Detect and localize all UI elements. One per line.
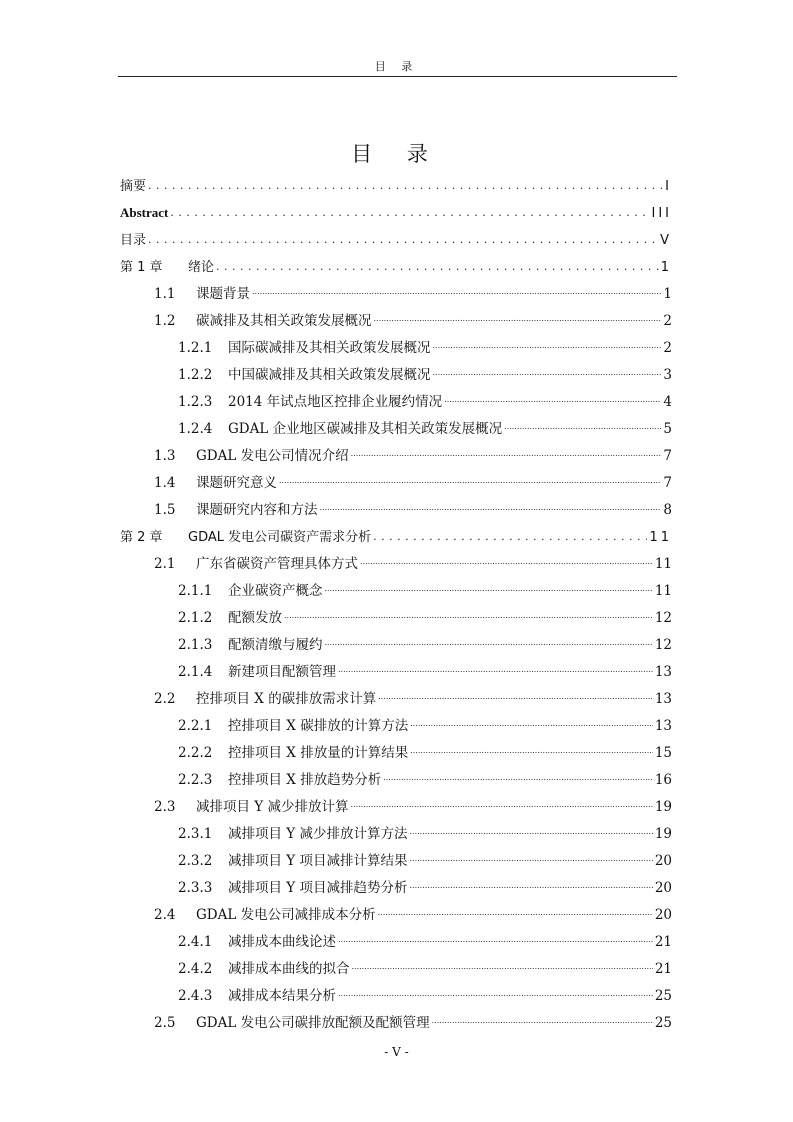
toc-entry-page: 1 (660, 260, 672, 275)
toc-entry[interactable] (120, 707, 672, 734)
dot-leader (432, 1014, 653, 1028)
dot-leader (410, 852, 653, 866)
toc-entry-label: GDAL 企业地区碳减排及其相关政策发展概况 (228, 421, 503, 437)
toc-entry-page: 25 (654, 1015, 672, 1031)
toc-entry[interactable] (120, 923, 672, 950)
toc-entry-page: 11 (649, 530, 672, 545)
toc-entry-page: 15 (654, 745, 672, 761)
dot-leader (373, 530, 647, 544)
toc-entry-page: III (651, 206, 672, 221)
dot-leader (410, 825, 653, 839)
toc-entry-number: 1.4 (154, 475, 176, 491)
toc-entry-page: 11 (654, 583, 672, 599)
toc-entry-number: 第 2 章 (120, 530, 163, 545)
toc-entry-label: 配额发放 (228, 610, 282, 626)
toc-entry[interactable] (120, 734, 672, 761)
toc-entry[interactable] (120, 329, 672, 356)
toc-entry[interactable] (120, 1004, 672, 1031)
toc-entry[interactable] (120, 680, 672, 707)
toc-entry-page: 13 (654, 664, 672, 680)
dot-leader (252, 285, 661, 299)
dot-leader (338, 933, 653, 947)
toc-entry-number: 2.3.3 (178, 880, 213, 896)
toc-entry-page: 21 (654, 934, 672, 950)
toc-entry[interactable] (120, 869, 672, 896)
toc-entry-label: 配额清缴与履约 (228, 637, 323, 653)
toc-entry-number: 2.1 (154, 556, 176, 572)
toc-entry-label: 碳减排及其相关政策发展概况 (196, 313, 372, 329)
toc-entry[interactable] (120, 599, 672, 626)
toc-entry-page: V (660, 233, 672, 248)
toc-entry-number: 2.5 (154, 1015, 176, 1031)
toc-entry-number: 2.1.1 (178, 583, 213, 599)
toc-title: 目 录 (351, 142, 442, 167)
toc-entry[interactable] (120, 167, 672, 194)
toc-entry-label: 减排成本结果分析 (228, 988, 336, 1004)
toc-entry[interactable] (120, 842, 672, 869)
toc-entry-page: 5 (663, 421, 672, 437)
toc-entry[interactable] (120, 410, 672, 437)
toc-entry-label: GDAL 发电公司减排成本分析 (196, 907, 376, 923)
toc-entry-label: 控排项目 X 排放量的计算结果 (228, 745, 409, 761)
toc-entry[interactable] (120, 896, 672, 923)
dot-leader (325, 636, 653, 650)
toc-entry[interactable] (120, 383, 672, 410)
dot-leader (170, 206, 649, 220)
toc-entry-number: 2.4.1 (178, 934, 213, 950)
toc-entry-page: 13 (654, 691, 672, 707)
dot-leader (410, 717, 653, 731)
toc-entry-number: 1.2.3 (178, 394, 213, 410)
toc-entry-number: 2.3.2 (178, 853, 213, 869)
dot-leader (320, 501, 662, 515)
toc-entry-label: 控排项目 X 的碳排放需求计算 (196, 691, 377, 707)
toc-entry-page: 12 (654, 610, 672, 626)
toc-entry[interactable] (120, 302, 672, 329)
toc-entry-label: GDAL 发电公司碳资产需求分析 (188, 530, 372, 545)
toc-entry-page: 20 (654, 853, 672, 869)
toc-entry[interactable] (120, 248, 672, 275)
toc-entry[interactable] (120, 518, 672, 545)
toc-entry[interactable] (120, 437, 672, 464)
toc-entry-page: 3 (663, 367, 672, 383)
toc-entry-page: 2 (663, 340, 672, 356)
toc-entry-page: I (665, 179, 672, 194)
dot-leader (216, 260, 659, 274)
toc-entry-number: 1.2.2 (178, 367, 213, 383)
toc-entry-page: 8 (663, 502, 672, 518)
toc-entry[interactable] (120, 356, 672, 383)
dot-leader (148, 179, 662, 193)
toc-entry-label: 国际碳减排及其相关政策发展概况 (228, 340, 431, 356)
toc-entry-page: 16 (654, 772, 672, 788)
toc-entry-number: 1.1 (154, 286, 176, 302)
toc-entry-number: 2.1.2 (178, 610, 213, 626)
toc-entry-page: 12 (654, 637, 672, 653)
toc-entry-number: 1.3 (154, 448, 176, 464)
toc-entry[interactable] (120, 221, 672, 248)
dot-leader (433, 366, 662, 380)
toc-entry-number: 1.2.4 (178, 421, 213, 437)
toc-entry-page: 25 (654, 988, 672, 1004)
toc-entry-number: 2.1.3 (178, 637, 213, 653)
toc-entry-page: 13 (654, 718, 672, 734)
toc-entry-label: 企业碳资产概念 (228, 583, 323, 599)
toc-entry-number: 2.3 (154, 799, 176, 815)
toc-entry-label: 减排成本曲线论述 (228, 934, 336, 950)
dot-leader (325, 582, 653, 596)
toc-entry-label: 减排成本曲线的拟合 (228, 961, 350, 977)
header-rule (118, 76, 677, 77)
toc-entry[interactable] (120, 464, 672, 491)
dot-leader (338, 987, 653, 1001)
toc-entry-number: 1.2 (154, 313, 176, 329)
toc-entry-page: 19 (654, 799, 672, 815)
toc-entry-page: 1 (663, 286, 672, 302)
toc-entry-number: 1.5 (154, 502, 176, 518)
toc-entry-page: 20 (654, 880, 672, 896)
toc-entry[interactable] (120, 626, 672, 653)
toc-entry-label: 绪论 (188, 260, 215, 275)
toc-entry-number: 2.3.1 (178, 826, 213, 842)
table-of-contents (120, 167, 672, 1031)
toc-entry-label: 中国碳减排及其相关政策发展概况 (228, 367, 431, 383)
toc-entry[interactable] (120, 653, 672, 680)
toc-entry[interactable] (120, 545, 672, 572)
toc-entry-number: 2.2.2 (178, 745, 213, 761)
toc-entry-label: 课题背景 (196, 286, 250, 302)
toc-entry-label: Abstract (120, 205, 169, 220)
toc-entry-number: 第 1 章 (120, 260, 163, 275)
toc-entry-number: 2.4 (154, 907, 176, 923)
dot-leader (410, 879, 653, 893)
page-number-footer: - V - (384, 1045, 409, 1059)
toc-entry[interactable] (120, 491, 672, 518)
dot-leader (352, 960, 653, 974)
toc-entry[interactable] (120, 950, 672, 977)
toc-entry[interactable] (120, 572, 672, 599)
toc-entry[interactable] (120, 788, 672, 815)
toc-entry[interactable] (120, 761, 672, 788)
toc-entry-number: 2.2.1 (178, 718, 213, 734)
toc-entry[interactable] (120, 194, 672, 221)
toc-entry-label: 摘要 (120, 179, 147, 194)
toc-entry-number: 2.2 (154, 691, 176, 707)
dot-leader (504, 420, 661, 434)
toc-entry-label: 减排项目 Y 减少排放计算 (196, 799, 349, 815)
toc-entry[interactable] (120, 815, 672, 842)
toc-entry-number: 2.1.4 (178, 664, 213, 680)
toc-entry-label: GDAL 发电公司碳排放配额及配额管理 (196, 1015, 430, 1031)
dot-leader (148, 233, 658, 247)
dot-leader (351, 447, 662, 461)
toc-entry-label: 课题研究意义 (196, 475, 277, 491)
toc-entry-label: GDAL 发电公司情况介绍 (196, 448, 349, 464)
dot-leader (433, 339, 662, 353)
toc-entry-label: 新建项目配额管理 (228, 664, 336, 680)
toc-entry-label: 减排项目 Y 项目减排趋势分析 (228, 880, 408, 896)
toc-entry-number: 2.2.3 (178, 772, 213, 788)
toc-entry-number: 1.2.1 (178, 340, 213, 356)
dot-leader (444, 393, 661, 407)
toc-entry-number: 2.4.2 (178, 961, 213, 977)
toc-entry-page: 7 (663, 475, 672, 491)
toc-entry-page: 4 (663, 394, 672, 410)
dot-leader (383, 771, 653, 785)
toc-entry-page: 20 (654, 907, 672, 923)
toc-entry-label: 控排项目 X 碳排放的计算方法 (228, 718, 409, 734)
toc-entry-label: 目录 (120, 233, 147, 248)
toc-entry-label: 广东省碳资产管理具体方式 (196, 556, 358, 572)
dot-leader (378, 690, 653, 704)
toc-entry[interactable] (120, 275, 672, 302)
dot-leader (374, 312, 662, 326)
dot-leader (351, 798, 653, 812)
toc-entry-page: 11 (654, 556, 672, 572)
toc-entry-page: 2 (663, 313, 672, 329)
running-header: 目 录 (374, 60, 419, 73)
toc-entry-label: 减排项目 Y 项目减排计算结果 (228, 853, 408, 869)
toc-entry-label: 2014 年试点地区控排企业履约情况 (228, 394, 443, 410)
toc-entry-label: 课题研究内容和方法 (196, 502, 318, 518)
dot-leader (360, 555, 653, 569)
dot-leader (338, 663, 653, 677)
dot-leader (378, 906, 653, 920)
toc-entry-page: 21 (654, 961, 672, 977)
toc-entry-label: 减排项目 Y 减少排放计算方法 (228, 826, 408, 842)
toc-entry-number: 2.4.3 (178, 988, 213, 1004)
toc-entry-page: 19 (654, 826, 672, 842)
dot-leader (284, 609, 653, 623)
toc-entry-page: 7 (663, 448, 672, 464)
toc-entry[interactable] (120, 977, 672, 1004)
toc-entry-label: 控排项目 X 排放趋势分析 (228, 772, 382, 788)
dot-leader (410, 744, 653, 758)
dot-leader (279, 474, 661, 488)
